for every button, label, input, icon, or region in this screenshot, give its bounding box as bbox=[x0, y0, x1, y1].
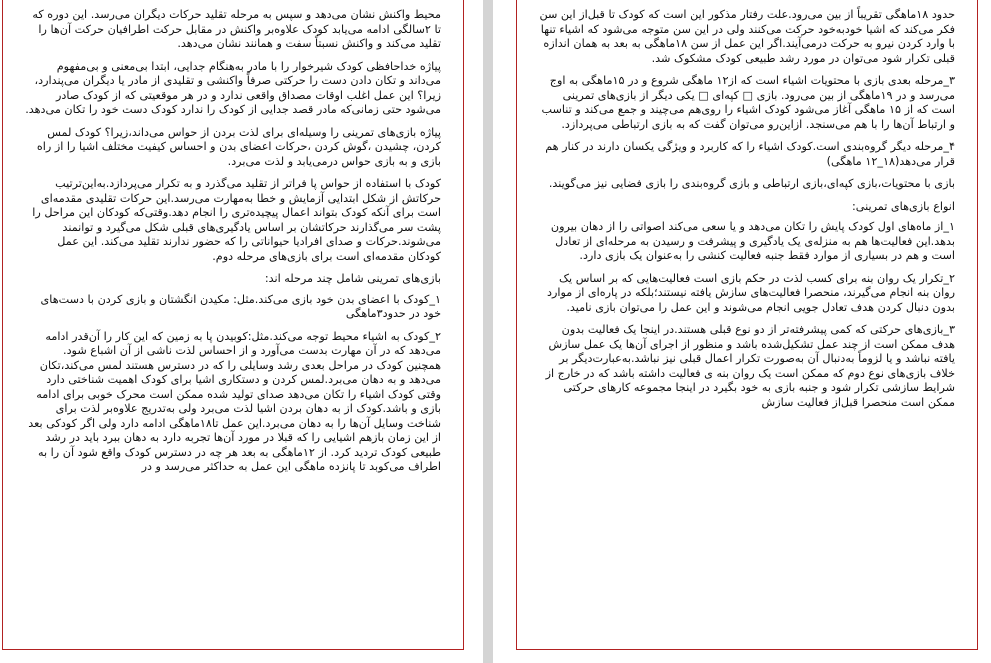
page-gutter bbox=[475, 0, 515, 663]
list-item: ۳_مرحله بعدی بازی با محتویات اشیاء است که از۱۲ ماهگی شروع و در ۱۵ماهگی به اوج می‌رسد و در ۱۹ماهگی از بین می‌رود. بازی □ کپه‌ای □ یکی دیگر از بازی‌های تمرینی است که از ۱۵ ماهگی آغاز می‌شود کودک اشیاء را روی‌هم می‌چیند و جمع می‌کند و تناسب و ارتباط آن‌ها را با هم می‌سنجد. ازاین‌رو می‌توان گفت که به بازی ارتباطی می‌پردازد. bbox=[541, 74, 955, 131]
right-page-text bbox=[517, 0, 977, 410]
paragraph: پیاژه خداحافظی کودک شیرخوار را با مادر به‌هنگام جدایی، ابتدا بی‌معنی و بی‌مفهوم می‌داند و تکان دادن دست را حرکتی صرفاً واکنشی و تقلیدی از مادر یا دیگران می‌پندارد، زیرا؟ این عمل اغلب اوقات مصداق واقعی ندارد و در هر موقعیتی که از کودک صادر می‌شود حتی زمانی‌که مادر قصد جدایی از کودک را ندارد کودک دست خود را تکان می‌دهد. bbox=[25, 59, 441, 116]
right-page bbox=[516, 0, 978, 650]
list-item: ۲_کودک به اشیاء محیط توجه می‌کند.مثل:کوبیدن پا به زمین که این کار را آن‌قدر ادامه می‌دهد که در آن مهارت بدست می‌آورد و از احساس لذت ناشی از آن اشباع شود. همچنین کودک در مراحل بعدی رشد وسایلی را که در دسترس هستند لمس می‌کند،تکان می‌دهد و به دهان می‌برد.لمس کردن و دستکاری اشیا برای کودک اهمیت شناختی دارد وقتی کودک اشیاء را تکان می‌دهد صدای تولید شده ممکن است محرک خوبی برای ادامه بازی و باشد.کودک از به دهان بردن اشیا لذت می‌برد ولی به‌تدریج علاوه‌بر لذت برای شناخت وسایل آن‌ها را به دهان می‌برد.این عمل تا۱۸ماهگی ادامه دارد ولی اگر کودکی بعد از این زمان بازهم اشیایی را که قبلا در مورد آن‌ها تجربه دارد به دهان ببرد باید در رشد طبیعی کودک تردید کرد. از ۱۲ماهگی به بعد هر چه در دسترس کودک واقع شود آن را به اطراف می‌کوبد تا پانزده ماهگی این عمل به حداکثر می‌رسد و در bbox=[28, 329, 441, 473]
list-item: ۳_بازی‌های حرکتی که کمی پیشرفته‌تر از دو نوع قبلی هستند.در اینجا یک فعالیت بدون هدف ممکن است از چند عمل تشکیل‌شده باشد و منظور از اجرای آن‌ها یک عمل سازش یافته نباشد و یا لزوماً به‌دنبال آن به‌صورت تکرار اعمال قبلی نیز نباشد.به‌عبارت‌دیگر بر خلاف بازی‌های نوع دوم که ممکن است یک روان بنه ی فعالیت داشته باشد که در خارج از شرایط سازشی تکرار شود و جنبه بازی به خود بگیرد در اینجا مجموعه کارهای حرکتی ممکن است منحصرا قبل‌از فعالیت سازش bbox=[545, 323, 955, 409]
paragraph: محیط واکنش نشان می‌دهد و سپس به مرحله تقلید حرکات دیگران می‌رسد. این دوره که تا ۲سالگی ادامه می‌یابد کودک علاوه‌بر واکنش در مقابل حرکت اطرافیان حرکت آن‌ها را تقلید می‌کند و واکنش نسبتاً سفت و همانند نشان می‌دهد. bbox=[32, 8, 441, 50]
paragraph: حدود ۱۸ماهگی تقریباً از بین می‌رود.علت رفتار مذکور این است که کودک تا قبل‌از این سن فکر می‌کند که اشیا خودبه‌خود حرکت می‌کنند ولی در این سن متوجه می‌شود که اشیاء تنها با وارد کردن نیرو به حرکت درمی‌آیند.اگر این عمل از سن ۱۸ماهگی به بعد به همان اندازه قبلی تکرار شود می‌توان در مورد رشد طبیعی کودک مشکوک شد. bbox=[539, 8, 955, 65]
paragraph: کودک با استفاده از حواس پا فراتر از تقلید می‌گذرد و به تکرار می‌پردازد.به‌این‌ترتیب حرکاتش از شکل ابتدایی آزمایش و خطا به‌مهارت می‌رسد.این حرکات تقلیدی مقدمه‌ای است برای آنکه کودک بتواند اعمال پیچیده‌تری را انجام دهد.وقتی‌که کودکان این مراحل را پشت سر می‌گذارند حرکاتشان بر اساس یادگیری‌های قبلی شکل می‌گیرد و توانمند می‌شوند.حرکات و صدای افرادیا حیواناتی را که حضور ندارند تقلید می‌کند. این عمل کودکان مقدمه‌ای است برای بازی‌های مرحله دوم. bbox=[32, 177, 441, 263]
left-page-text bbox=[3, 0, 463, 475]
page-divider bbox=[483, 0, 493, 663]
left-page bbox=[2, 0, 464, 650]
list-item: ۲_تکرار یک روان بنه برای کسب لذت در حکم بازی است فعالیت‌هایی که بر اساس یک روان بنه انجام می‌گیرند، منحصرا فعالیت‌های سازش یافته نیستند؛بلکه در پاره‌ای از موارد بدون دنبال کردن هدف تعادل جویی انجام می‌شوند و این عمل را می‌توان بازی نامید. bbox=[547, 271, 955, 314]
paragraph: بازی با محتویات،بازی کپه‌ای،بازی ارتباطی و بازی گروه‌بندی را بازی فضایی نیز می‌گویند. bbox=[548, 177, 955, 190]
paragraph: پیاژه بازی‌های تمرینی را وسیله‌ای برای لذت بردن از حواس می‌داند،زیرا؟ کودک لمس کردن، چشیدن ،گوش کردن ،حرکات اعضای بدن و احساس کیفیت مختلف اشیا را از راه بازی و به بازی حواس درمی‌یابد و لذت می‌برد. bbox=[36, 125, 441, 168]
section-heading: انواع بازی‌های تمرینی: bbox=[852, 199, 955, 213]
section-heading: بازی‌های تمرینی شامل چند مرحله اند: bbox=[264, 272, 441, 285]
list-item: ۴_مرحله دیگر گروه‌بندی است.کودک اشیاء را که کاربرد و ویژگی یکسان دارند در کنار هم قرار می‌دهد(۱۸_۱۲ ماهگی) bbox=[545, 140, 955, 168]
list-item: ۱_کودک با اعضای بدن خود بازی می‌کند.مثل: مکیدن انگشتان و بازی کردن با دست‌های خود در حدود۳ماهگی bbox=[40, 292, 441, 320]
list-item: ۱_از ماه‌های اول کودک پایش را تکان می‌دهد و یا سعی می‌کند اصواتی را از دهان بیرون بدهد.این فعالیت‌ها هم به منزله‌ی یک یادگیری و پیشرفت و رسیدن به مرحله‌ای از تعادل است و هم در بسیاری از موارد فقط جنبه فعالیت کنشی را به‌عنوان یک بازی دارد. bbox=[550, 220, 955, 262]
